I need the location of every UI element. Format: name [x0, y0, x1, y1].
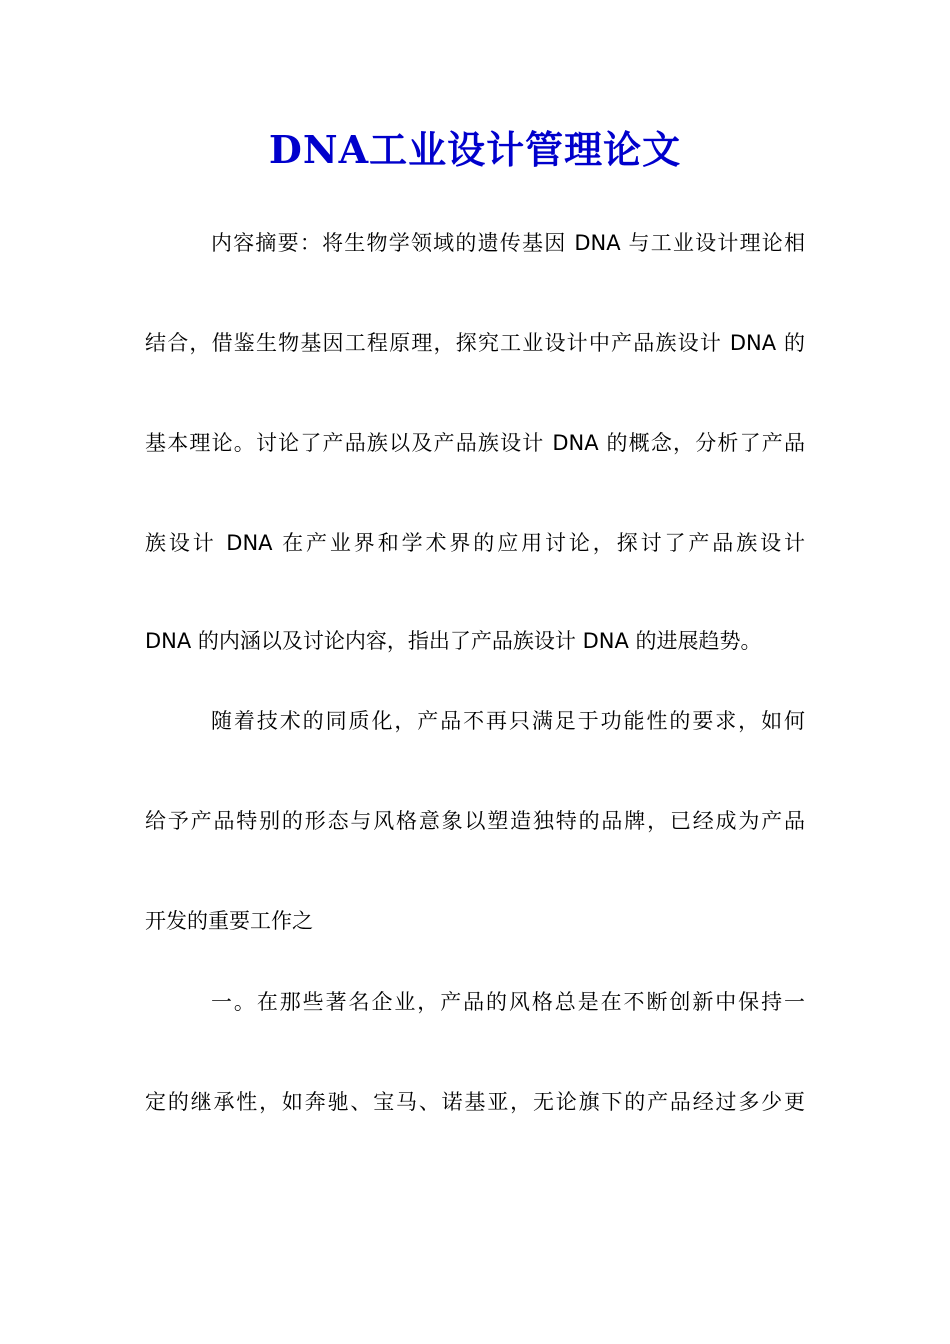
paragraph-line: 随着技术的同质化，产品不再只满足于功能性的要求，如何	[211, 709, 805, 733]
paragraph-line: 一。在那些著名企业，产品的风格总是在不断创新中保持一	[211, 990, 805, 1014]
paragraph-line: 开发的重要工作之	[145, 909, 313, 933]
paragraph-line: 内容摘要：将生物学领域的遗传基因 DNA 与工业设计理论相	[211, 231, 805, 255]
paragraph-line: 基本理论。讨论了产品族以及产品族设计 DNA 的概念，分析了产品	[145, 431, 805, 455]
document-title: DNA工业设计管理论文	[268, 127, 682, 172]
paragraph-line: 结合，借鉴生物基因工程原理，探究工业设计中产品族设计 DNA 的	[145, 331, 805, 355]
paragraph-line: DNA 的内涵以及讨论内容，指出了产品族设计 DNA 的进展趋势。	[145, 629, 762, 653]
paragraph-line: 定的继承性，如奔驰、宝马、诺基亚，无论旗下的产品经过多少更	[145, 1090, 805, 1114]
paragraph-line: 给予产品特别的形态与风格意象以塑造独特的品牌，已经成为产品	[145, 809, 805, 833]
paragraph-line: 族设计 DNA 在产业界和学术界的应用讨论，探讨了产品族设计	[145, 531, 805, 555]
